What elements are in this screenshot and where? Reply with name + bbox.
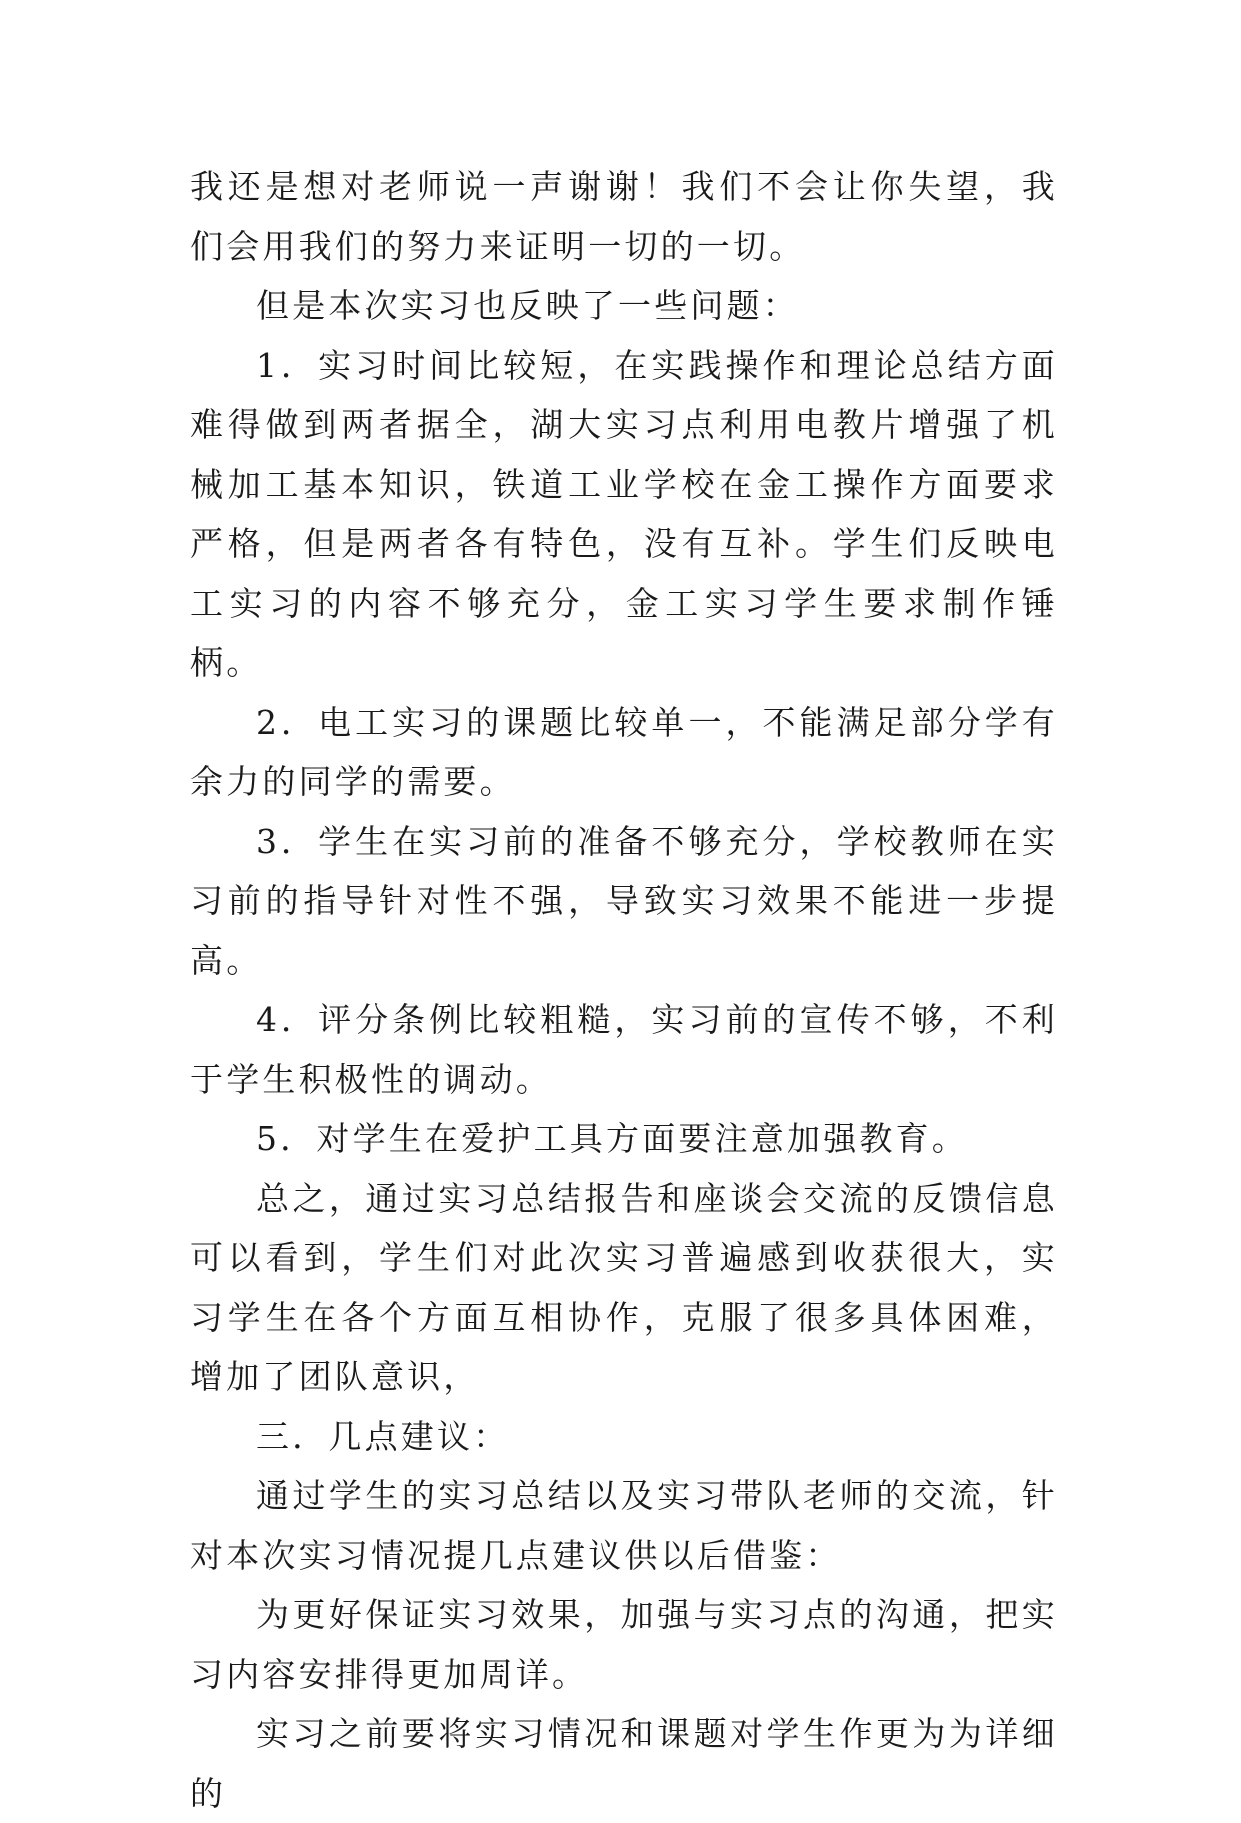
paragraph-3: 1．实习时间比较短，在实践操作和理论总结方面难得做到两者据全，湖大实习点利用电教片增强了机械加工基本知识，铁道工业学校在金工操作方面要求严格，但是两者各有特色，没有互补。学生们反映电工实习的内容不够充分，金工实习学生要求制作锤柄。 [190,345,1058,682]
section-heading-suggestions: 三．几点建议： [256,1416,510,1456]
paragraph-2: 但是本次实习也反映了一些问题： [256,286,799,325]
paragraph-11: 为更好保证实习效果，加强与实习点的沟通，把实习内容安排得更加周详。 [190,1595,1058,1694]
paragraph-6: 4．评分条例比较粗糙，实习前的宣传不够，不利于学生积极性的调动。 [190,1000,1058,1099]
paragraph-4: 2．电工实习的课题比较单一，不能满足部分学有余力的同学的需要。 [190,702,1058,801]
paragraph-8: 总之，通过实习总结报告和座谈会交流的反馈信息可以看到，学生们对此次实习普遍感到收获很大，实习学生在各个方面互相协作，克服了很多具体困难，增加了团队意识， [190,1178,1058,1396]
paragraph-1: 我还是想对老师说一声谢谢！我们不会让你失望，我们会用我们的努力来证明一切的一切。 [190,167,1058,266]
paragraph-10: 通过学生的实习总结以及实习带队老师的交流，针对本次实习情况提几点建议供以后借鉴： [190,1476,1058,1575]
paragraph-7: 5．对学生在爱护工具方面要注意加强教育。 [256,1119,968,1158]
paragraph-5: 3．学生在实习前的准备不够充分，学校教师在实习前的指导针对性不强，导致实习效果不能进一步提高。 [190,821,1058,980]
document-body [190,157,1058,1823]
paragraph-12: 实习之前要将实习情况和课题对学生作更为为详细的 [190,1714,1058,1813]
